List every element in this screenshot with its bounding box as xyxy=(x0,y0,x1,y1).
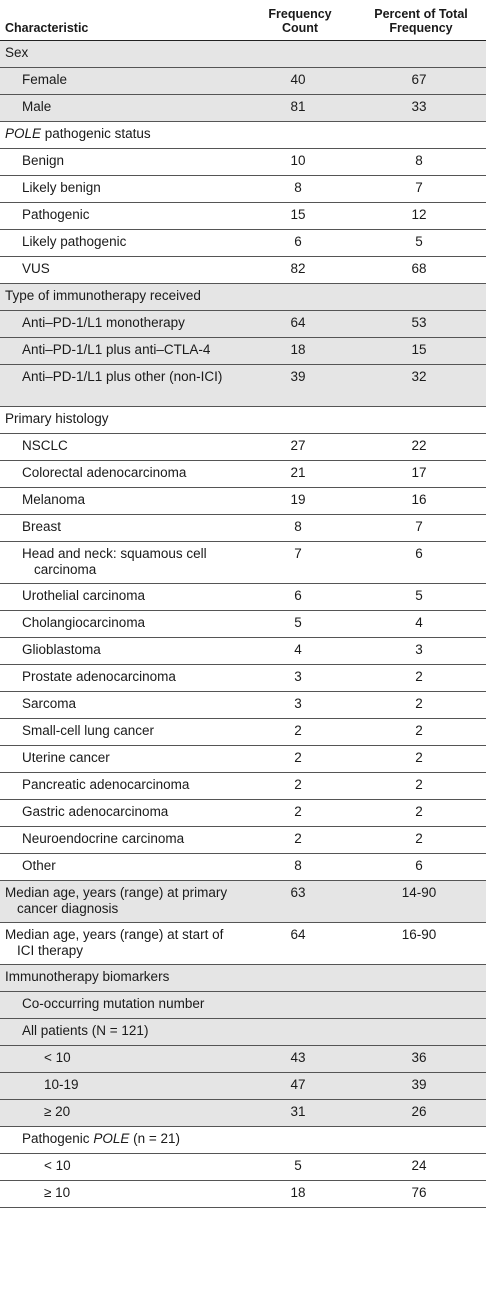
table-row xyxy=(0,406,486,433)
row-count xyxy=(244,40,356,67)
row-percent xyxy=(356,406,486,433)
table-row xyxy=(0,229,486,256)
row-count: 6 xyxy=(244,583,356,610)
table-row xyxy=(0,1180,486,1207)
table-row xyxy=(0,1153,486,1180)
row-count: 19 xyxy=(244,487,356,514)
row-percent: 26 xyxy=(356,1099,486,1126)
row-label: Pathogenic xyxy=(0,202,244,229)
table-row xyxy=(0,310,486,337)
row-count: 8 xyxy=(244,175,356,202)
row-count: 47 xyxy=(244,1072,356,1099)
table-row xyxy=(0,826,486,853)
row-percent xyxy=(356,1018,486,1045)
table-row xyxy=(0,853,486,880)
row-label: Benign xyxy=(0,148,244,175)
row-label: POLE pathogenic status xyxy=(0,121,244,148)
row-label: ≥ 20 xyxy=(0,1099,244,1126)
row-count: 3 xyxy=(244,691,356,718)
row-label: < 10 xyxy=(0,1153,244,1180)
row-label: Colorectal adenocarcinoma xyxy=(0,460,244,487)
row-label: Primary histology xyxy=(0,406,244,433)
row-label: < 10 xyxy=(0,1045,244,1072)
row-percent: 2 xyxy=(356,745,486,772)
row-count: 43 xyxy=(244,1045,356,1072)
row-percent: 14-90 xyxy=(356,880,486,922)
row-label: Female xyxy=(0,67,244,94)
table-row xyxy=(0,175,486,202)
row-percent xyxy=(356,40,486,67)
table-row xyxy=(0,745,486,772)
table-row xyxy=(0,364,486,406)
row-label: Pancreatic adenocarcinoma xyxy=(0,772,244,799)
row-count: 18 xyxy=(244,1180,356,1207)
row-label: Immunotherapy biomarkers xyxy=(0,964,244,991)
row-percent: 24 xyxy=(356,1153,486,1180)
row-count: 8 xyxy=(244,853,356,880)
row-label: Neuroendocrine carcinoma xyxy=(0,826,244,853)
header-characteristic: Characteristic xyxy=(0,0,244,40)
row-label: Male xyxy=(0,94,244,121)
row-count: 18 xyxy=(244,337,356,364)
row-count: 10 xyxy=(244,148,356,175)
table-row xyxy=(0,610,486,637)
header-row xyxy=(0,0,486,40)
row-percent: 16 xyxy=(356,487,486,514)
row-count: 5 xyxy=(244,1153,356,1180)
row-percent: 2 xyxy=(356,799,486,826)
row-percent: 7 xyxy=(356,175,486,202)
row-percent: 2 xyxy=(356,772,486,799)
row-label: Median age, years (range) at primary cancer diagnosis xyxy=(0,880,244,922)
table-row xyxy=(0,691,486,718)
row-count: 5 xyxy=(244,610,356,637)
row-label: Glioblastoma xyxy=(0,637,244,664)
row-percent: 5 xyxy=(356,229,486,256)
row-count: 2 xyxy=(244,718,356,745)
row-count xyxy=(244,121,356,148)
row-percent: 17 xyxy=(356,460,486,487)
row-label: Type of immunotherapy received xyxy=(0,283,244,310)
row-percent: 2 xyxy=(356,664,486,691)
table-row xyxy=(0,1126,486,1153)
row-percent xyxy=(356,964,486,991)
row-label: Urothelial carcinoma xyxy=(0,583,244,610)
row-percent: 16-90 xyxy=(356,922,486,964)
row-percent xyxy=(356,1126,486,1153)
row-count: 2 xyxy=(244,745,356,772)
table-row xyxy=(0,880,486,922)
row-count: 21 xyxy=(244,460,356,487)
row-percent: 15 xyxy=(356,337,486,364)
row-label: Breast xyxy=(0,514,244,541)
row-label: Pathogenic POLE (n = 21) xyxy=(0,1126,244,1153)
row-label: Co-occurring mutation number xyxy=(0,991,244,1018)
row-count xyxy=(244,964,356,991)
row-percent: 12 xyxy=(356,202,486,229)
table-row xyxy=(0,148,486,175)
row-count: 82 xyxy=(244,256,356,283)
row-percent: 8 xyxy=(356,148,486,175)
table-row xyxy=(0,1099,486,1126)
row-count xyxy=(244,406,356,433)
row-count: 64 xyxy=(244,310,356,337)
row-percent: 5 xyxy=(356,583,486,610)
table-row xyxy=(0,121,486,148)
row-percent: 6 xyxy=(356,541,486,583)
row-label: 10-19 xyxy=(0,1072,244,1099)
row-label: Gastric adenocarcinoma xyxy=(0,799,244,826)
row-label: Cholangiocarcinoma xyxy=(0,610,244,637)
row-percent: 4 xyxy=(356,610,486,637)
row-count: 2 xyxy=(244,799,356,826)
row-count: 8 xyxy=(244,514,356,541)
row-percent: 32 xyxy=(356,364,486,406)
table-row xyxy=(0,94,486,121)
table-row xyxy=(0,964,486,991)
row-percent: 6 xyxy=(356,853,486,880)
table-row xyxy=(0,40,486,67)
table-row xyxy=(0,514,486,541)
table-row xyxy=(0,202,486,229)
row-label: Uterine cancer xyxy=(0,745,244,772)
row-percent: 22 xyxy=(356,433,486,460)
row-count: 3 xyxy=(244,664,356,691)
row-count: 27 xyxy=(244,433,356,460)
table-row xyxy=(0,460,486,487)
row-percent: 76 xyxy=(356,1180,486,1207)
row-label: Small-cell lung cancer xyxy=(0,718,244,745)
row-percent: 39 xyxy=(356,1072,486,1099)
row-count: 64 xyxy=(244,922,356,964)
row-count: 63 xyxy=(244,880,356,922)
row-percent: 3 xyxy=(356,637,486,664)
row-label: NSCLC xyxy=(0,433,244,460)
row-label: Head and neck: squamous cell carcinoma xyxy=(0,541,244,583)
row-percent: 36 xyxy=(356,1045,486,1072)
row-count: 6 xyxy=(244,229,356,256)
row-count: 4 xyxy=(244,637,356,664)
row-count: 2 xyxy=(244,772,356,799)
row-percent: 2 xyxy=(356,826,486,853)
row-count xyxy=(244,283,356,310)
row-count xyxy=(244,1126,356,1153)
row-percent xyxy=(356,283,486,310)
row-count: 15 xyxy=(244,202,356,229)
row-percent: 68 xyxy=(356,256,486,283)
row-count xyxy=(244,1018,356,1045)
table-row xyxy=(0,337,486,364)
table-row xyxy=(0,922,486,964)
row-label: Sex xyxy=(0,40,244,67)
row-count: 81 xyxy=(244,94,356,121)
row-percent xyxy=(356,991,486,1018)
row-label: Anti–PD-1/L1 plus other (non-ICI) xyxy=(0,364,244,406)
row-label: Likely pathogenic xyxy=(0,229,244,256)
row-label: Sarcoma xyxy=(0,691,244,718)
row-percent: 67 xyxy=(356,67,486,94)
row-percent: 7 xyxy=(356,514,486,541)
row-label: Anti–PD-1/L1 plus anti–CTLA-4 xyxy=(0,337,244,364)
row-percent xyxy=(356,121,486,148)
row-label: Other xyxy=(0,853,244,880)
table-row xyxy=(0,541,486,583)
table-row xyxy=(0,256,486,283)
row-label: Median age, years (range) at start of ICI therapy xyxy=(0,922,244,964)
row-count xyxy=(244,991,356,1018)
row-count: 7 xyxy=(244,541,356,583)
row-percent: 2 xyxy=(356,691,486,718)
table-row xyxy=(0,718,486,745)
table-row xyxy=(0,991,486,1018)
table-row xyxy=(0,583,486,610)
row-percent: 2 xyxy=(356,718,486,745)
table-row xyxy=(0,799,486,826)
table-row xyxy=(0,637,486,664)
row-label: Likely benign xyxy=(0,175,244,202)
table-row xyxy=(0,772,486,799)
row-label: ≥ 10 xyxy=(0,1180,244,1207)
row-percent: 33 xyxy=(356,94,486,121)
row-label: Prostate adenocarcinoma xyxy=(0,664,244,691)
row-count: 39 xyxy=(244,364,356,406)
table-row xyxy=(0,67,486,94)
table-row xyxy=(0,283,486,310)
row-label: Melanoma xyxy=(0,487,244,514)
table-row xyxy=(0,487,486,514)
row-count: 31 xyxy=(244,1099,356,1126)
table-row xyxy=(0,1045,486,1072)
row-count: 40 xyxy=(244,67,356,94)
row-percent: 53 xyxy=(356,310,486,337)
header-frequency-count: Frequency Count xyxy=(244,0,356,40)
table-row xyxy=(0,1018,486,1045)
row-label: Anti–PD-1/L1 monotherapy xyxy=(0,310,244,337)
table-row xyxy=(0,1072,486,1099)
table-row xyxy=(0,664,486,691)
table-row xyxy=(0,433,486,460)
row-count: 2 xyxy=(244,826,356,853)
row-label: VUS xyxy=(0,256,244,283)
header-percent-total: Percent of Total Frequency xyxy=(356,0,486,40)
row-label: All patients (N = 121) xyxy=(0,1018,244,1045)
